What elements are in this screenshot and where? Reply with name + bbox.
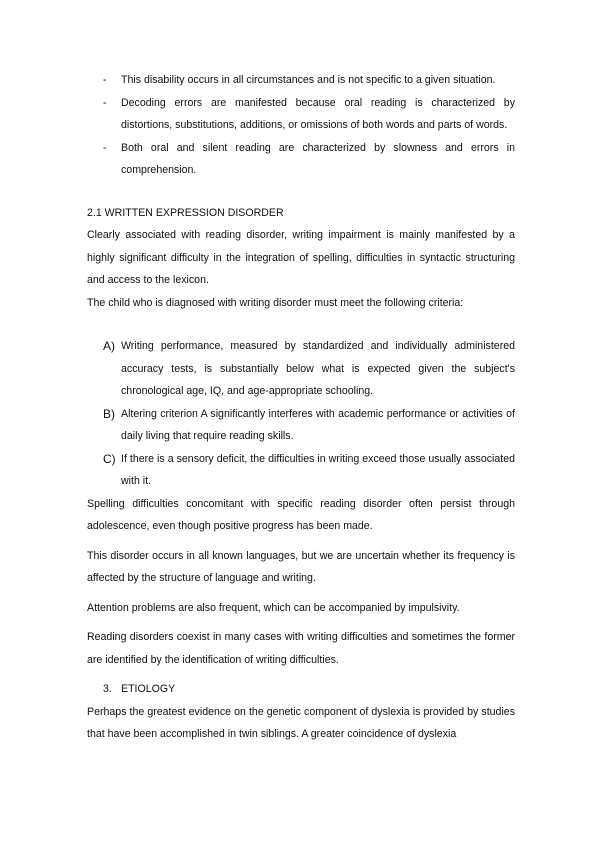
page-content	[87, 69, 515, 746]
section-title: ETIOLOGY	[121, 683, 176, 695]
bullet-text: Decoding errors are manifested because oral reading is characterized by distortions, substitutions, additions, or omissions of both words and parts of words.	[121, 96, 515, 131]
criteria-item-c	[87, 448, 515, 493]
etiology-paragraph: Perhaps the greatest evidence on the genetic component of dyslexia is provided by studies that have been accomplished in twin siblings. A greater coincidence of dyslexia	[87, 705, 515, 740]
criteria-marker: B)	[103, 406, 115, 421]
bullet-text: This disability occurs in all circumstances and is not specific to a given situation.	[121, 74, 496, 86]
bullet-item	[87, 137, 515, 182]
section-number: 3.	[103, 683, 112, 695]
bullet-text: Both oral and silent reading are characterized by slowness and errors in comprehension.	[121, 141, 515, 176]
bullet-marker: -	[103, 74, 107, 86]
criteria-item-b	[87, 403, 515, 448]
criteria-list	[87, 335, 515, 493]
criteria-text: If there is a sensory deficit, the difficulties in writing exceed those usually associated with it.	[121, 452, 515, 487]
criteria-marker: A)	[103, 339, 115, 353]
section-intro-paragraph: Clearly associated with reading disorder, writing impairment is mainly manifested by a highly significant difficulty in the integration of spelling, difficulties in syntactic structuring and access to the lexicon.	[87, 229, 515, 286]
bullet-item	[87, 69, 515, 92]
criteria-marker: C)	[103, 451, 116, 466]
bullet-item	[87, 92, 515, 137]
criteria-text: Altering criterion A significantly interferes with academic performance or activities of daily living that require reading skills.	[121, 407, 515, 442]
criteria-item-a	[87, 335, 515, 403]
body-paragraph: Attention problems are also frequent, which can be accompanied by impulsivity.	[87, 601, 460, 614]
criteria-lead-paragraph: The child who is diagnosed with writing disorder must meet the following criteria:	[87, 296, 464, 309]
section-heading-etiology	[87, 678, 515, 701]
body-paragraph: Reading disorders coexist in many cases with writing difficulties and sometimes the former are identified by the identification of writing difficulties.	[87, 631, 515, 666]
bullet-marker: -	[103, 141, 107, 154]
criteria-text: Writing performance, measured by standardized and individually administered accuracy tests, is substantially below what is expected given the subject's chronological age, IQ, and age-appropriate schooling.	[121, 340, 515, 397]
section-heading-written-expression: 2.1 WRITTEN EXPRESSION DISORDER	[87, 206, 284, 219]
bullet-marker: -	[103, 96, 107, 109]
body-paragraph: This disorder occurs in all known languages, but we are uncertain whether its frequency is affected by the structure of language and writing.	[87, 549, 515, 584]
symptom-bullet-list	[87, 69, 515, 182]
body-paragraph: Spelling difficulties concomitant with specific reading disorder often persist through adolescence, even though positive progress has been made.	[87, 497, 515, 532]
